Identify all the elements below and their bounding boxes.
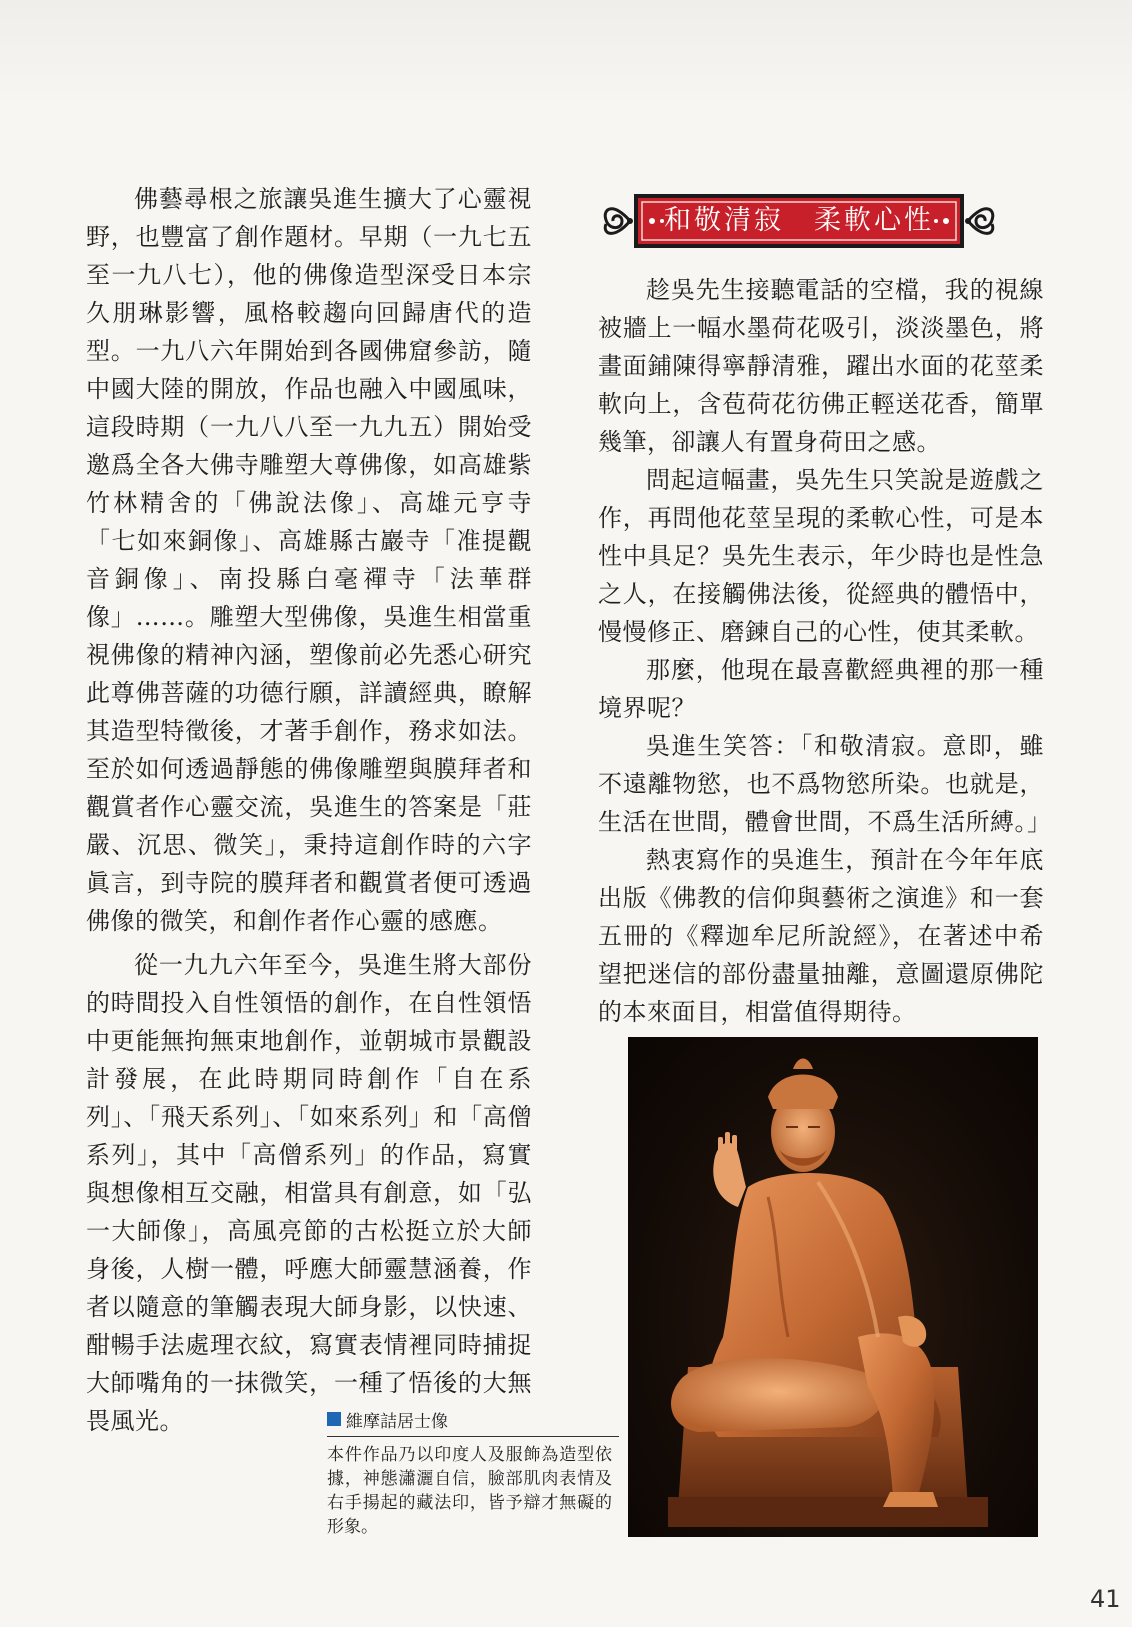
photo-caption — [327, 1407, 612, 1539]
left-text-column — [86, 180, 532, 1440]
left-paragraph-2: 從一九九六年至今，吳進生將大部份的時間投入自性領悟的創作，在自性領悟中更能無拘無束地創作，並朝城市景觀設計發展，在此時期同時創作「自在系列」、「飛天系列」、「如來系列」和「高僧系列」，其中「高僧系列」的作品，寫實與想像相互交融，相當具有創意，如「弘一大師像」，高風亮節的古松挺立於大師身後，人樹一體，呼應大師靈慧涵養，作者以隨意的筆觸表現大師身影，以快速、酣暢手法處理衣紋，寫實表情裡同時捕捉大師嘴角的一抹微笑，一種了悟後的大無畏風光。 — [86, 951, 532, 1435]
caption-title-row — [327, 1407, 619, 1437]
seated-statue-illustration — [628, 1037, 1038, 1537]
right-paragraph-5: 熱衷寫作的吳進生，預計在今年年底出版《佛教的信仰與藝術之演進》和一套五冊的《釋迦牟尼所說經》，在著述中希望把迷信的部份盡量抽離，意圖還原佛陀的本來面目，相當值得期待。 — [598, 846, 1044, 1026]
left-paragraph-1: 佛藝尋根之旅讓吳進生擴大了心靈視野，也豐富了創作題材。早期（一九七五至一九八七），他的佛像造型深受日本宗久朋琳影響，風格較趨向回歸唐代的造型。一九八六年開始到各國佛窟參訪，隨中國大陸的開放，作品也融入中國風味，這段時期（一九八八至一九九五）開始受邀爲全各大佛寺雕塑大尊佛像，如高雄紫竹林精舍的「佛說法像」、高雄元亨寺「七如來銅像」、高雄縣古巖寺「准提觀音銅像」、南投縣白毫禪寺「法華群像」……。雕塑大型佛像，吳進生相當重視佛像的精神內涵，塑像前必先悉心研究此尊佛菩薩的功德行願，詳讀經典，瞭解其造型特徵後，才著手創作，務求如法。至於如何透過靜態的佛像雕塑與膜拜者和觀賞者作心靈交流，吳進生的答案是「莊嚴、沉思、微笑」，秉持這創作時的六字眞言，到寺院的膜拜者和觀賞者便可透過佛像的微笑，和創作者作心靈的感應。 — [86, 185, 532, 935]
right-paragraph-2: 問起這幅畫，吳先生只笑說是遊戲之作，再問他花莖呈現的柔軟心性，可是本性中具足？吳先生表示，年少時也是性急之人，在接觸佛法後，從經典的體悟中，慢慢修正、磨鍊自己的心性，使其柔軟。 — [598, 466, 1044, 646]
statue-photo — [628, 1037, 1038, 1537]
right-paragraph-4: 吳進生笑答：「和敬清寂。意即，雖不遠離物慾，也不爲物慾所染。也就是，生活在世間，體會世間，不爲生活所縛。」 — [598, 732, 1052, 836]
right-paragraph-3: 那麼，他現在最喜歡經典裡的那一種境界呢？ — [598, 656, 1044, 722]
section-title: 和敬清寂 柔軟心性 — [664, 205, 934, 236]
caption-square-icon — [327, 1412, 341, 1426]
right-text-column — [598, 271, 1052, 1031]
page-number: 41 — [1090, 1585, 1121, 1613]
page-top-shade — [0, 0, 1132, 110]
right-paragraph-1: 趁吳先生接聽電話的空檔，我的視線被牆上一幅水墨荷花吸引，淡淡墨色，將畫面鋪陳得寧靜清雅，躍出水面的花莖柔軟向上，含苞荷花彷佛正輕送花香，簡單幾筆，卻讓人有置身荷田之感。 — [598, 276, 1044, 456]
caption-title: 維摩詰居士像 — [346, 1411, 448, 1432]
section-heading-banner — [600, 190, 998, 252]
caption-body: 本件作品乃以印度人及服飾為造型依據，神態瀟灑自信，臉部肌肉表情及右手揚起的藏法印，皆予辯才無礙的形象。 — [327, 1445, 612, 1537]
